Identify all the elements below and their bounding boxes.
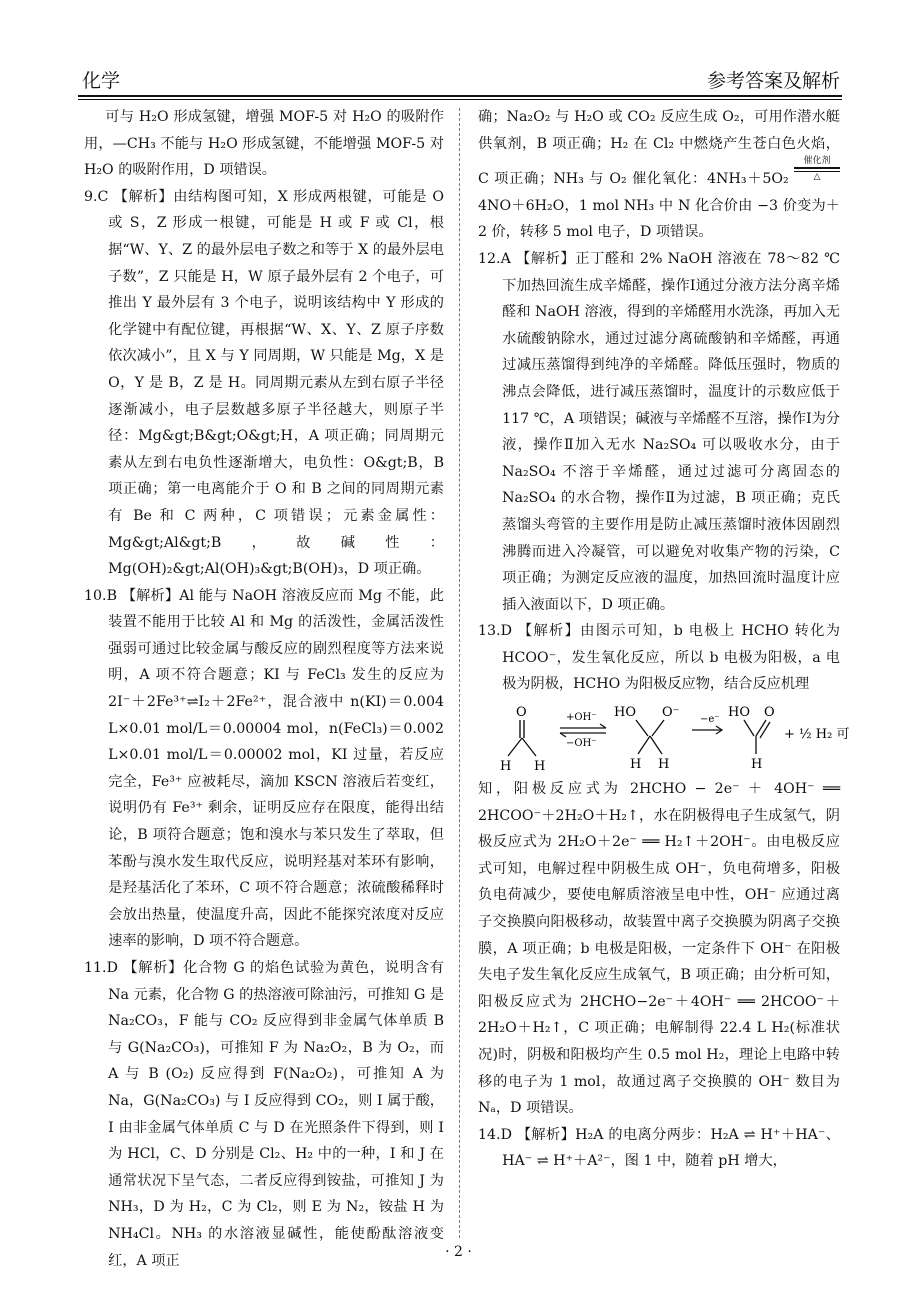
minus-e-label: −e⁻ bbox=[700, 714, 720, 726]
svg-text:H: H bbox=[500, 759, 512, 775]
q14-answer: 14.D 【解析】H₂A 的电离分两步：H₂A ⇌ H⁺＋HA⁻、HA⁻ ⇌ H⁺＋A²⁻，图 1 中，随着 pH 增大， bbox=[478, 1126, 840, 1170]
svg-text:O: O bbox=[516, 705, 527, 721]
q11-answer: 11.D 【解析】化合物 G 的焰色试验为黄色，说明含有 Na 元素，化合物 G 的热溶液可除油污，可推知 G 是 Na₂CO₃，F 能与 CO₂ 反应得到非金属气体单质 B 与 G(Na₂CO₃)，可推知 F 为 Na₂O₂，B 为 O₂，而 A 与 B (O₂) 反应得到 F(Na₂O₂)，可推知 A 为 Na，G(Na₂CO₃) 与 I 反应得到 CO₂，则 I 属于酸，I 由非金属气体单质 C 与 D 在光照条件下得到，则 I 为 HCl，C、D 分别是 Cl₂、H₂ 中的一种，I 和 J 在通常状况下呈气态，二者反应得到铵盐，可推知 J 为 NH₃，D 为 H₂，C 为 Cl₂，则 E 为 N₂，铵盐 H 为 NH₄Cl。NH₃ 的水溶液显碱性，能使酚酞溶液变红，A 项正 bbox=[84, 960, 444, 1269]
q11-cont-b: 4NO＋6H₂O，1 mol NH₃ 中 N 化合价由 −3 价变为＋2 价，转移 5 mol 电子，D 项错误。 bbox=[478, 197, 840, 241]
right-column bbox=[478, 104, 850, 1175]
svg-text:O: O bbox=[764, 705, 775, 721]
svg-text:H: H bbox=[658, 757, 670, 773]
left-column bbox=[84, 104, 444, 1274]
header-rule-thick bbox=[78, 95, 842, 97]
svg-text:H: H bbox=[630, 757, 642, 773]
heat-label: △ bbox=[813, 172, 821, 183]
q12-answer: 12.A 【解析】正丁醛和 2% NaOH 溶液在 78～82 ℃ 下加热回流生成辛烯醛，操作Ⅰ通过分液方法分离辛烯醛和 NaOH 溶液，得到的辛烯醛用水洗涤，再加入无水硫酸钠除水，通过过滤分离硫酸钠和辛烯醛，再通过减压蒸馏得到纯净的辛烯醛。降低压强时，物质的沸点会降低，进行减压蒸馏时，温度计的示数应低于 117 ℃，A 项错误；碱液与辛烯醛不互溶，操作Ⅰ为分液，操作Ⅱ加入无水 Na₂SO₄ 可以吸收水分，由于 Na₂SO₄ 不溶于辛烯醛，通过过滤可分离固态的 Na₂SO₄ 的水合物，操作Ⅱ为过滤，B 项正确；克氏蒸馏头弯管的主要作用是防止减压蒸馏时液体因剧烈沸腾而进入冷凝管，可以避免对收集产物的污染，C 项正确；为测定反应液的温度，加热回流时温度计应插入液面以下，D 项正确。 bbox=[478, 250, 840, 613]
page-number: · 2 · bbox=[445, 1244, 472, 1260]
subject-label: 化学 bbox=[82, 70, 121, 92]
svg-text:HO: HO bbox=[614, 705, 636, 721]
section-title: 参考答案及解析 bbox=[706, 70, 840, 92]
svg-text:H: H bbox=[534, 759, 546, 775]
column-divider bbox=[459, 108, 460, 1238]
plus-oh-label: +OH⁻ bbox=[566, 712, 597, 724]
svg-text:O⁻: O⁻ bbox=[662, 705, 680, 721]
page-header bbox=[78, 66, 842, 96]
q11-continuation bbox=[478, 104, 840, 246]
header-rule-thin bbox=[78, 99, 842, 100]
catalyst-label: 催化剂 bbox=[803, 156, 831, 167]
svg-text:H: H bbox=[751, 757, 763, 773]
svg-text:HO: HO bbox=[728, 705, 750, 721]
minus-oh-label: −OH⁻ bbox=[566, 738, 597, 750]
reaction-condition bbox=[794, 157, 840, 182]
q11-cont-a: 确；Na₂O₂ 与 H₂O 或 CO₂ 反应生成 O₂，可用作潜水艇供氧剂，B 项正确；H₂ 在 Cl₂ 中燃烧产生苍白色火焰，C 项正确；NH₃ 与 O₂ 催化氧化：4NH₃＋5O₂ bbox=[478, 109, 840, 188]
h2-label: + ½ H₂ 可 bbox=[784, 727, 850, 743]
q13-answer-a: 13.D 【解析】由图示可知，b 电极上 HCHO 转化为 HCOO⁻，发生氧化反应，所以 b 电极为阳极，a 电极为阴极，HCHO 为阳极反应物，结合反应机理 bbox=[478, 623, 840, 693]
q10-answer: 10.B 【解析】Al 能与 NaOH 溶液反应而 Mg 不能，此装置不能用于比较 Al 和 Mg 的活泼性，金属活泼性强弱可通过比较金属与酸反应的剧烈程度等方法来说明，A 项不符合题意；KI 与 FeCl₃ 发生的反应为 2I⁻＋2Fe³⁺⇌I₂＋2Fe²⁺，混合液中 n(KI)＝0.004 L×0.01 mol/L＝0.00004 mol，n(FeCl₃)＝0.002 L×0.01 mol/L＝0.00002 mol，KI 过量，若反应完全，Fe³⁺ 应被耗尽，滴加 KSCN 溶液后若变红，说明仍有 Fe³⁺ 剩余，证明反应存在限度，能得出结论，B 项符合题意；饱和溴水与苯只发生了萃取，但苯酚与溴水发生取代反应，说明羟基对苯环有影响，是羟基活化了苯环，C 项不符合题意；浓硫酸稀释时会放出热量，使温度升高，因此不能探究浓度对反应速率的影响，D 项不符合题意。 bbox=[84, 587, 444, 950]
q8-continuation: 可与 H₂O 形成氢键，增强 MOF-5 对 H₂O 的吸附作用，—CH₃ 不能与 H₂O 形成氢键，不能增强 MOF-5 对 H₂O 的吸附作用，D 项错误。 bbox=[84, 109, 444, 179]
q13-answer-b: 知，阳极反应式为 2HCHO − 2e⁻ ＋ 4OH⁻ ══ 2HCOO⁻＋2H₂O＋H₂↑，水在阴极得电子生成氢气，阴极反应式为 2H₂O＋2e⁻ ══ H₂↑＋2OH⁻。由电极反应式可知，电解过程中阴极生成 OH⁻，负电荷增多，阳极负电荷减少，要使电解质溶液呈电中性，OH⁻ 应通过离子交换膜向阳极移动，故装置中离子交换膜为阴离子交换膜，A 项正确；b 电极是阳极，一定条件下 OH⁻ 在阳极失电子发生氧化反应生成氧气，B 项正确；由分析可知，阳极反应式为 2HCHO−2e⁻＋4OH⁻ ══ 2HCOO⁻＋2H₂O＋H₂↑，C 项正确；电解制得 22.4 L H₂(标准状况)时，阴极和阳极均产生 0.5 mol H₂，理论上电路中转移的电子为 1 mol，故通过离子交换膜的 OH⁻ 数目为 Nₐ，D 项错误。 bbox=[478, 781, 840, 1117]
reaction-mechanism-figure bbox=[478, 698, 850, 776]
q9-answer: 9.C 【解析】由结构图可知，X 形成两根键，可能是 O 或 S，Z 形成一根键，可能是 H 或 F 或 Cl，根据“W、Y、Z 的最外层电子数之和等于 X 的最外层电子数”，Z 只能是 H，W 原子最外层有 2 个电子，可推出 Y 最外层有 3 个电子，说明该结构中 Y 形成的化学键中有配位键，再根据“W、X、Y、Z 原子序数依次减小”，且 X 与 Y 同周期，W 只能是 Mg，X 是 O，Y 是 B，Z 是 H。同周期元素从左到右原子半径逐渐减小，电子层数越多原子半径越大，则原子半径：Mg&gt;B&gt;O&gt;H，A 项正确；同周期元素从左到右电负性逐渐增大，电负性：O&gt;B，B 项正确；第一电离能介于 O 和 B 之间的同周期元素有 Be 和 C 两种，C 项错误；元素金属性：Mg&gt;Al&gt;B，故碱性：Mg(OH)₂&gt;Al(OH)₃&gt;B(OH)₃，D 项正确。 bbox=[84, 188, 444, 578]
